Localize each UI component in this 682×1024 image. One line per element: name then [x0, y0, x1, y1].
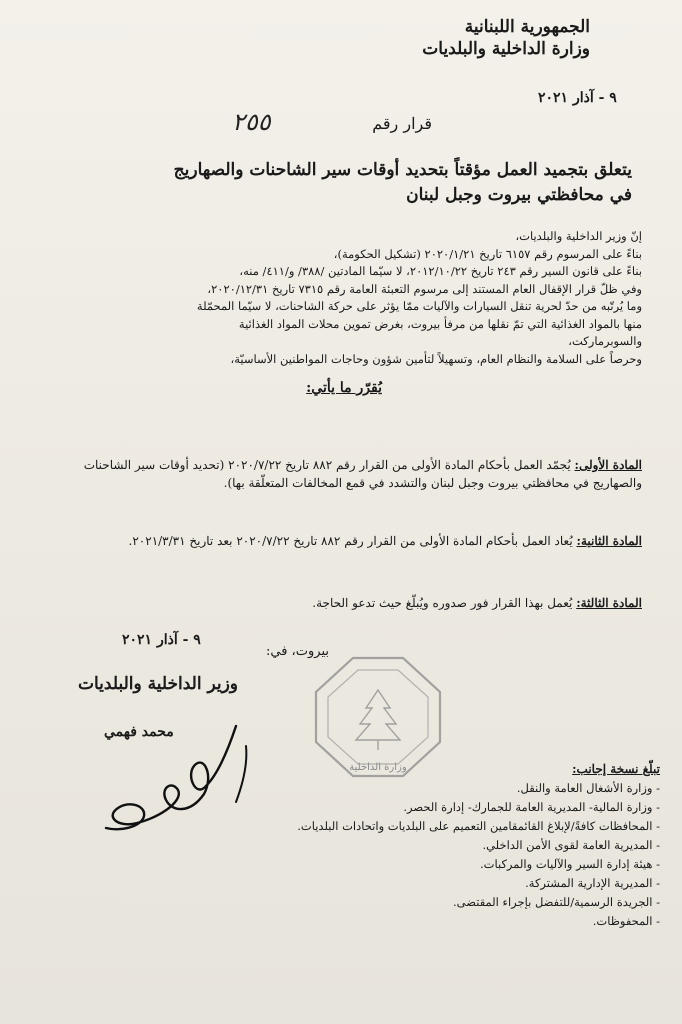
- list-item: - هيئة إدارة السير والآليات والمركبات.: [480, 857, 660, 871]
- article-3: [42, 594, 642, 612]
- list-item: - المحفوظات.: [592, 914, 660, 928]
- article-2: [42, 532, 642, 550]
- article-text: يُعمل بهذا القرار فور صدوره ويُبلّغ حيث تدعو الحاجة.: [312, 596, 573, 610]
- signer-name: محمد فهمي: [104, 724, 174, 740]
- article-text: يُعاد العمل بأحكام المادة الأولى من القرار رقم ٨٨٢ تاريخ ٢٠٢٠/٧/٢٢ بعد تاريخ ٢٠٢١/٣/٣١.: [128, 534, 573, 548]
- preamble-line: إنّ وزير الداخلية والبلديات،: [515, 229, 642, 243]
- minister-title: وزير الداخلية والبلديات: [78, 674, 239, 694]
- decision-title: [72, 158, 632, 208]
- signature-place: بيروت، في:: [266, 644, 329, 659]
- preamble-line: بناءً على المرسوم رقم ٦١٥٧ تاريخ ٢٠٢٠/١/٢١ (تشكيل الحكومة)،: [333, 246, 642, 261]
- stamp-text: وزارة الداخلية: [349, 762, 407, 773]
- preamble-line: وحرصاً على السلامة والنظام العام، وتسهيلاً لتأمين شؤون وحاجات المواطنين الأساسيّة،: [230, 351, 642, 366]
- article-text: يُجمّد العمل بأحكام المادة الأولى من القرار رقم ٨٨٢ تاريخ ٢٠٢٠/٧/٢٢ (تحديد أوقات سير الشاحنات والصهاريج في محافظتي بيروت وجبل لبنان والتشدد في قمع المخالفات المتعلّقة بها).: [83, 458, 642, 490]
- list-item: - المديرية العامة لقوى الأمن الداخلي.: [482, 838, 660, 852]
- list-item: - المحافظات كافةً/لإبلاغ القائمقامين التعميم على البلديات واتحادات البلديات.: [297, 819, 660, 833]
- decision-label: قرار رقم: [372, 114, 432, 133]
- handwritten-signature-icon: [86, 716, 266, 836]
- preamble: [42, 228, 642, 368]
- article-1: [42, 456, 642, 492]
- preamble-line: وما يُرتّبه من حدّ لحرية تنقل السيارات والآليات ممّا يؤثر على حركة الشاحنات، لا سيّما المحمّلة: [196, 299, 642, 313]
- distribution-caption: تبلّغ نسخة إجانب:: [572, 762, 660, 776]
- decides-heading: يُقرّر ما يأتي:: [306, 380, 382, 396]
- list-item: - الجريدة الرسمية/للتفضل بإجراء المقتضى.: [453, 895, 660, 909]
- title-line-2: في محافظتي بيروت وجبل لبنان: [406, 185, 632, 205]
- preamble-line: بناءً على قانون السير رقم ٢٤٣ تاريخ ٢٠١٢/١٠/٢٢، لا سيّما المادتين /٣٨٨/ و/٤١١/ منه،: [239, 264, 642, 278]
- ministry-name: وزارة الداخلية والبلديات: [422, 39, 590, 59]
- title-line-1: يتعلق بتجميد العمل مؤقتاً بتحديد أوقات سير الشاحنات والصهاريج: [173, 160, 632, 180]
- decision-number: ٢٥٥: [232, 108, 271, 136]
- list-item: - وزارة الأشغال العامة والنقل.: [516, 781, 660, 795]
- preamble-line: وفي ظلّ قرار الإقفال العام المستند إلى مرسوم التعبئة العامة رقم ٧٣١٥ تاريخ ٢٠٢٠/١٢/٣١،: [207, 281, 642, 296]
- list-item: - وزارة المالية- المديرية العامة للجمارك- إدارة الحصر.: [403, 800, 660, 814]
- article-label: المادة الثالثة:: [576, 596, 642, 610]
- letterhead: [422, 16, 590, 60]
- preamble-line: والسوبرماركت،: [568, 334, 642, 348]
- distribution-list: [240, 760, 660, 931]
- article-label: المادة الأولى:: [574, 458, 642, 472]
- republic-name: الجمهورية اللبنانية: [464, 17, 590, 37]
- list-item: - المديرية الإدارية المشتركة.: [525, 876, 660, 890]
- article-label: المادة الثانية:: [576, 534, 642, 548]
- preamble-line: منها بالمواد الغذائية التي تمّ نقلها من مرفأ بيروت، بغرض تموين محلات المواد الغذائية: [238, 316, 642, 331]
- signature-date: ٩ - آذار ٢٠٢١: [122, 632, 201, 648]
- top-date: ٩ - آذار ٢٠٢١: [538, 90, 617, 106]
